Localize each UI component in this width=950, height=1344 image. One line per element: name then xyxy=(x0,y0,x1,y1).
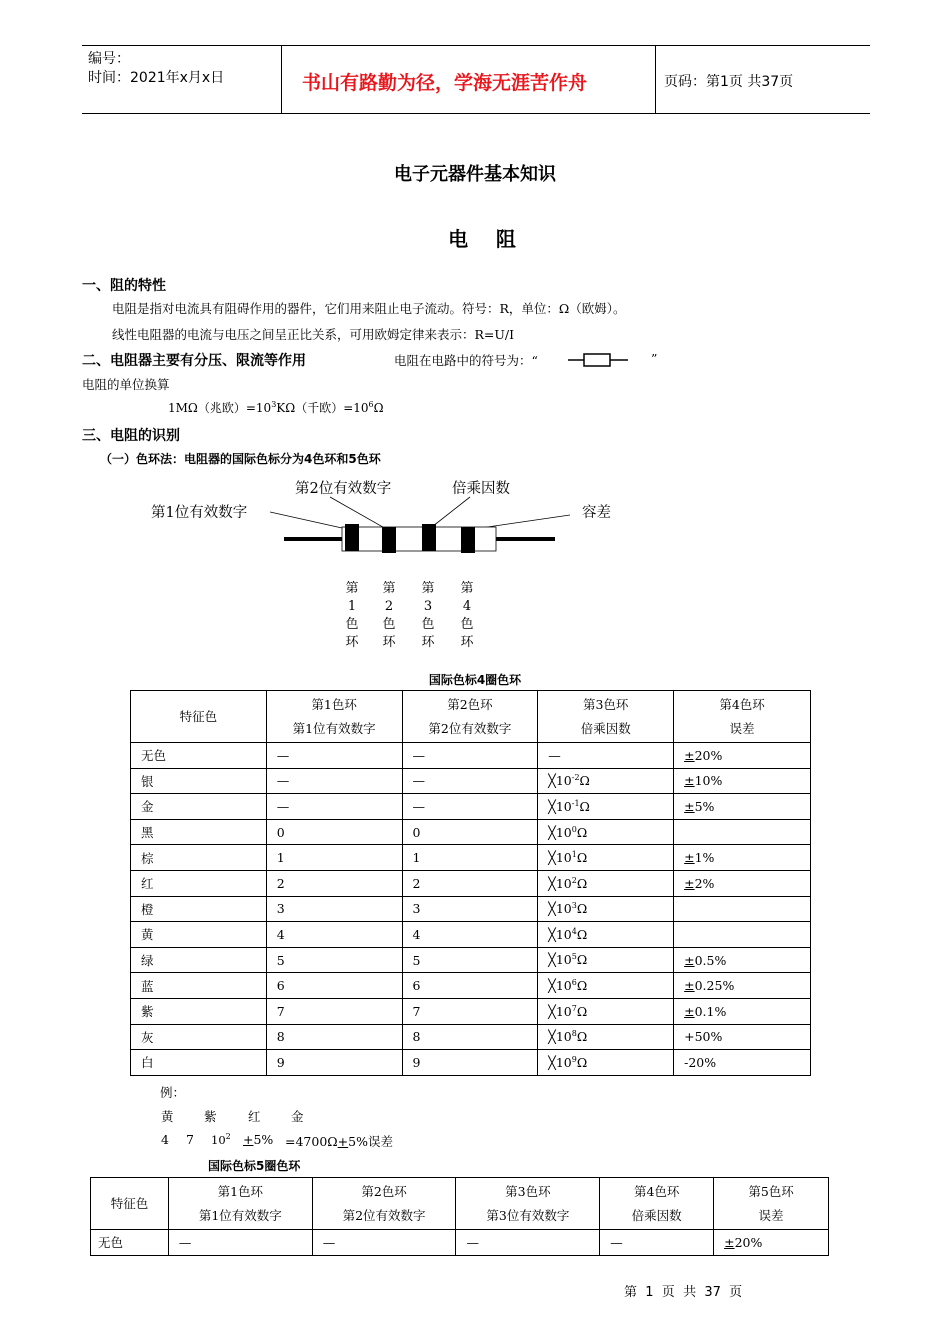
table4-cell-d2: — xyxy=(402,794,538,820)
ring-label-3: 第 3 色 环 xyxy=(421,581,435,650)
ring-label-4: 第 4 色 环 xyxy=(460,581,474,650)
unit-conversion-title: 电阻的单位换算 xyxy=(82,377,170,392)
example-value-3: $10^2$ xyxy=(211,1132,231,1147)
label-second-digit: 第2位有效数字 xyxy=(295,481,392,497)
header-divider-2 xyxy=(655,45,656,113)
header-number-label: 编号： xyxy=(88,51,130,67)
s1-paragraph-2: 线性电阻器的电流与电压之间呈正比关系，可用欧姆定律来表示：R=U/I xyxy=(112,327,515,342)
table4-cell-tol xyxy=(674,819,811,845)
table5-header-cell: 第4色环 倍乘因数 xyxy=(600,1178,714,1230)
table-row xyxy=(131,743,811,769)
resistor-symbol-icon xyxy=(568,350,630,370)
table4-cell-color: 无色 xyxy=(131,743,267,769)
table4-cell-tol: ±0.1% xyxy=(674,998,811,1024)
header-top-rule xyxy=(82,45,870,46)
table4-cell-color: 红 xyxy=(131,870,267,896)
table4-cell-d1: 9 xyxy=(266,1050,402,1076)
ring-label-2: 第 2 色 环 xyxy=(382,581,396,650)
table4-cell-color: 黑 xyxy=(131,819,267,845)
table4-cell-d1: — xyxy=(266,743,402,769)
table4-cell-mult: $╳10^{-1}\Omega$ xyxy=(538,794,674,820)
table4-header-cell: 第2色环 第2位有效数字 xyxy=(402,691,538,743)
header-motto: 书山有路勤为径，学海无涯苦作舟 xyxy=(302,72,588,94)
table-row xyxy=(131,819,811,845)
table4-cell-color: 灰 xyxy=(131,1024,267,1050)
table4-header-cell: 第4色环 误差 xyxy=(674,691,811,743)
table5-cell-d3: — xyxy=(456,1230,600,1256)
table4-cell-tol: +50% xyxy=(674,1024,811,1050)
table4-cell-tol xyxy=(674,896,811,922)
label-multiplier: 倍乘因数 xyxy=(452,481,510,497)
section-title: 电 阻 xyxy=(448,227,516,251)
table4-cell-tol: ±0.5% xyxy=(674,947,811,973)
table4-cell-color: 绿 xyxy=(131,947,267,973)
table4-cell-tol: ±2% xyxy=(674,870,811,896)
table-row xyxy=(131,870,811,896)
table5-header-row xyxy=(91,1178,829,1230)
s1-paragraph-1: 电阻是指对电流具有阻碍作用的器件，它们用来阻止电子流动。符号：R，单位：Ω（欧姆）。 xyxy=(112,301,626,316)
ring-label-1: 第 1 色 环 xyxy=(345,581,359,650)
page-footer: 第 1 页 共 37 页 xyxy=(624,1285,743,1300)
s2-heading: 二、电阻器主要有分压、限流等作用 xyxy=(82,353,306,369)
table5-cell-color: 无色 xyxy=(91,1230,169,1256)
table4-cell-mult: $╳10^2\Omega$ xyxy=(538,870,674,896)
table-row xyxy=(131,998,811,1024)
table4-cell-tol: ±10% xyxy=(674,768,811,794)
color-band-3 xyxy=(422,524,436,551)
table4-cell-mult: $╳10^4\Omega$ xyxy=(538,922,674,948)
table4-cell-color: 黄 xyxy=(131,922,267,948)
table4-cell-color: 银 xyxy=(131,768,267,794)
table5-header-cell: 第1色环 第1位有效数字 xyxy=(168,1178,312,1230)
table4-cell-tol: ±1% xyxy=(674,845,811,871)
table-row xyxy=(91,1230,829,1256)
table4-cell-d2: 1 xyxy=(402,845,538,871)
table4-cell-d2: 7 xyxy=(402,998,538,1024)
table5-header-cell: 第2色环 第2位有效数字 xyxy=(312,1178,456,1230)
header-time-label: 时间：2021年x月x日 xyxy=(88,70,225,86)
table4-cell-mult: $╳10^1\Omega$ xyxy=(538,845,674,871)
table4-cell-d1: 3 xyxy=(266,896,402,922)
label-first-digit: 第1位有效数字 xyxy=(151,505,248,521)
header-bottom-rule xyxy=(82,113,870,114)
color-band-1 xyxy=(345,524,359,551)
table-row xyxy=(131,973,811,999)
example-result: =4700Ω+5%误差 xyxy=(285,1134,393,1149)
s3-subheading: （一）色环法：电阻器的国际色标分为4色环和5色环 xyxy=(100,452,381,466)
table5-cell-d1: — xyxy=(168,1230,312,1256)
table-4-ring xyxy=(130,690,811,1076)
unit-conversion-formula: 1MΩ（兆欧）$=10^3K\Omega$（千欧）$=10^6\Omega$ xyxy=(168,400,384,415)
table4-cell-d2: 2 xyxy=(402,870,538,896)
table4-cell-tol xyxy=(674,922,811,948)
table4-cell-d1: 5 xyxy=(266,947,402,973)
table4-cell-color: 棕 xyxy=(131,845,267,871)
table4-cell-d2: — xyxy=(402,743,538,769)
table4-cell-tol: ±5% xyxy=(674,794,811,820)
table4-cell-d1: 0 xyxy=(266,819,402,845)
table-row xyxy=(131,768,811,794)
table4-cell-d2: 6 xyxy=(402,973,538,999)
table4-cell-d2: 3 xyxy=(402,896,538,922)
table4-caption: 国际色标4圈色环 xyxy=(428,673,522,687)
table4-cell-mult: $╳10^0\Omega$ xyxy=(538,819,674,845)
example-color-3: 红 xyxy=(248,1109,261,1124)
example-value-1: 4 xyxy=(161,1132,169,1147)
table4-cell-d1: 6 xyxy=(266,973,402,999)
table-row xyxy=(131,794,811,820)
symbol-suffix: ” xyxy=(651,351,658,366)
example-label: 例： xyxy=(160,1085,186,1100)
table4-cell-d1: 1 xyxy=(266,845,402,871)
table4-header-cell: 第1色环 第1位有效数字 xyxy=(266,691,402,743)
table4-cell-mult: $╳10^7\Omega$ xyxy=(538,998,674,1024)
table4-cell-d1: 7 xyxy=(266,998,402,1024)
table-row xyxy=(131,896,811,922)
s1-heading: 一、阻的特性 xyxy=(82,278,166,294)
example-value-2: 7 xyxy=(186,1132,194,1147)
table4-header-cell: 特征色 xyxy=(131,691,267,743)
table5-header-cell: 第3色环 第3位有效数字 xyxy=(456,1178,600,1230)
table4-cell-tol: ±20% xyxy=(674,743,811,769)
table4-cell-d1: 2 xyxy=(266,870,402,896)
table4-cell-mult: $╳10^9\Omega$ xyxy=(538,1050,674,1076)
table5-caption: 国际色标5圈色环 xyxy=(208,1159,301,1173)
symbol-prefix: 电阻在电路中的符号为：“ xyxy=(394,353,538,368)
doc-title: 电子元器件基本知识 xyxy=(394,164,556,185)
example-color-4: 金 xyxy=(291,1109,304,1124)
table4-header-row xyxy=(131,691,811,743)
color-band-2 xyxy=(382,527,396,553)
table4-header-cell: 第3色环 倍乘因数 xyxy=(538,691,674,743)
table-row xyxy=(131,1050,811,1076)
table4-cell-mult: $╳10^5\Omega$ xyxy=(538,947,674,973)
table4-cell-d2: 4 xyxy=(402,922,538,948)
header-divider-1 xyxy=(281,45,282,113)
example-color-2: 紫 xyxy=(204,1109,217,1124)
s3-heading: 三、电阻的识别 xyxy=(82,428,180,444)
table4-cell-mult: $╳10^8\Omega$ xyxy=(538,1024,674,1050)
table4-cell-color: 橙 xyxy=(131,896,267,922)
example-color-1: 黄 xyxy=(161,1109,174,1124)
table4-cell-d2: — xyxy=(402,768,538,794)
table4-cell-d2: 9 xyxy=(402,1050,538,1076)
table4-cell-mult: $╳10^3\Omega$ xyxy=(538,896,674,922)
table4-cell-d1: — xyxy=(266,794,402,820)
table5-header-cell: 第5色环 误差 xyxy=(714,1178,829,1230)
table-row xyxy=(131,922,811,948)
color-band-4 xyxy=(461,527,475,553)
table4-cell-d1: — xyxy=(266,768,402,794)
table4-cell-tol: ±0.25% xyxy=(674,973,811,999)
table4-cell-d1: 4 xyxy=(266,922,402,948)
pointer-line-1 xyxy=(270,512,351,530)
label-tolerance: 容差 xyxy=(582,505,611,521)
table4-cell-d2: 0 xyxy=(402,819,538,845)
table5-cell-d2: — xyxy=(312,1230,456,1256)
header-page-info: 页码：第1页 共37页 xyxy=(664,74,794,90)
table4-cell-mult: — xyxy=(538,743,674,769)
table4-cell-d2: 5 xyxy=(402,947,538,973)
table-row xyxy=(131,1024,811,1050)
table4-cell-color: 白 xyxy=(131,1050,267,1076)
resistor-diagram xyxy=(270,495,570,565)
table4-cell-mult: $╳10^{-2}\Omega$ xyxy=(538,768,674,794)
table-5-ring xyxy=(90,1177,829,1256)
table4-cell-d2: 8 xyxy=(402,1024,538,1050)
table4-cell-color: 紫 xyxy=(131,998,267,1024)
table-row xyxy=(131,947,811,973)
table4-cell-mult: $╳10^6\Omega$ xyxy=(538,973,674,999)
table5-header-cell: 特征色 xyxy=(91,1178,169,1230)
example-value-4: +5% xyxy=(243,1132,274,1147)
table4-cell-color: 金 xyxy=(131,794,267,820)
table5-cell-tol: ±20% xyxy=(714,1230,829,1256)
table-row xyxy=(131,845,811,871)
table4-cell-d1: 8 xyxy=(266,1024,402,1050)
table5-cell-mult: — xyxy=(600,1230,714,1256)
table4-cell-color: 蓝 xyxy=(131,973,267,999)
table4-cell-tol: -20% xyxy=(674,1050,811,1076)
